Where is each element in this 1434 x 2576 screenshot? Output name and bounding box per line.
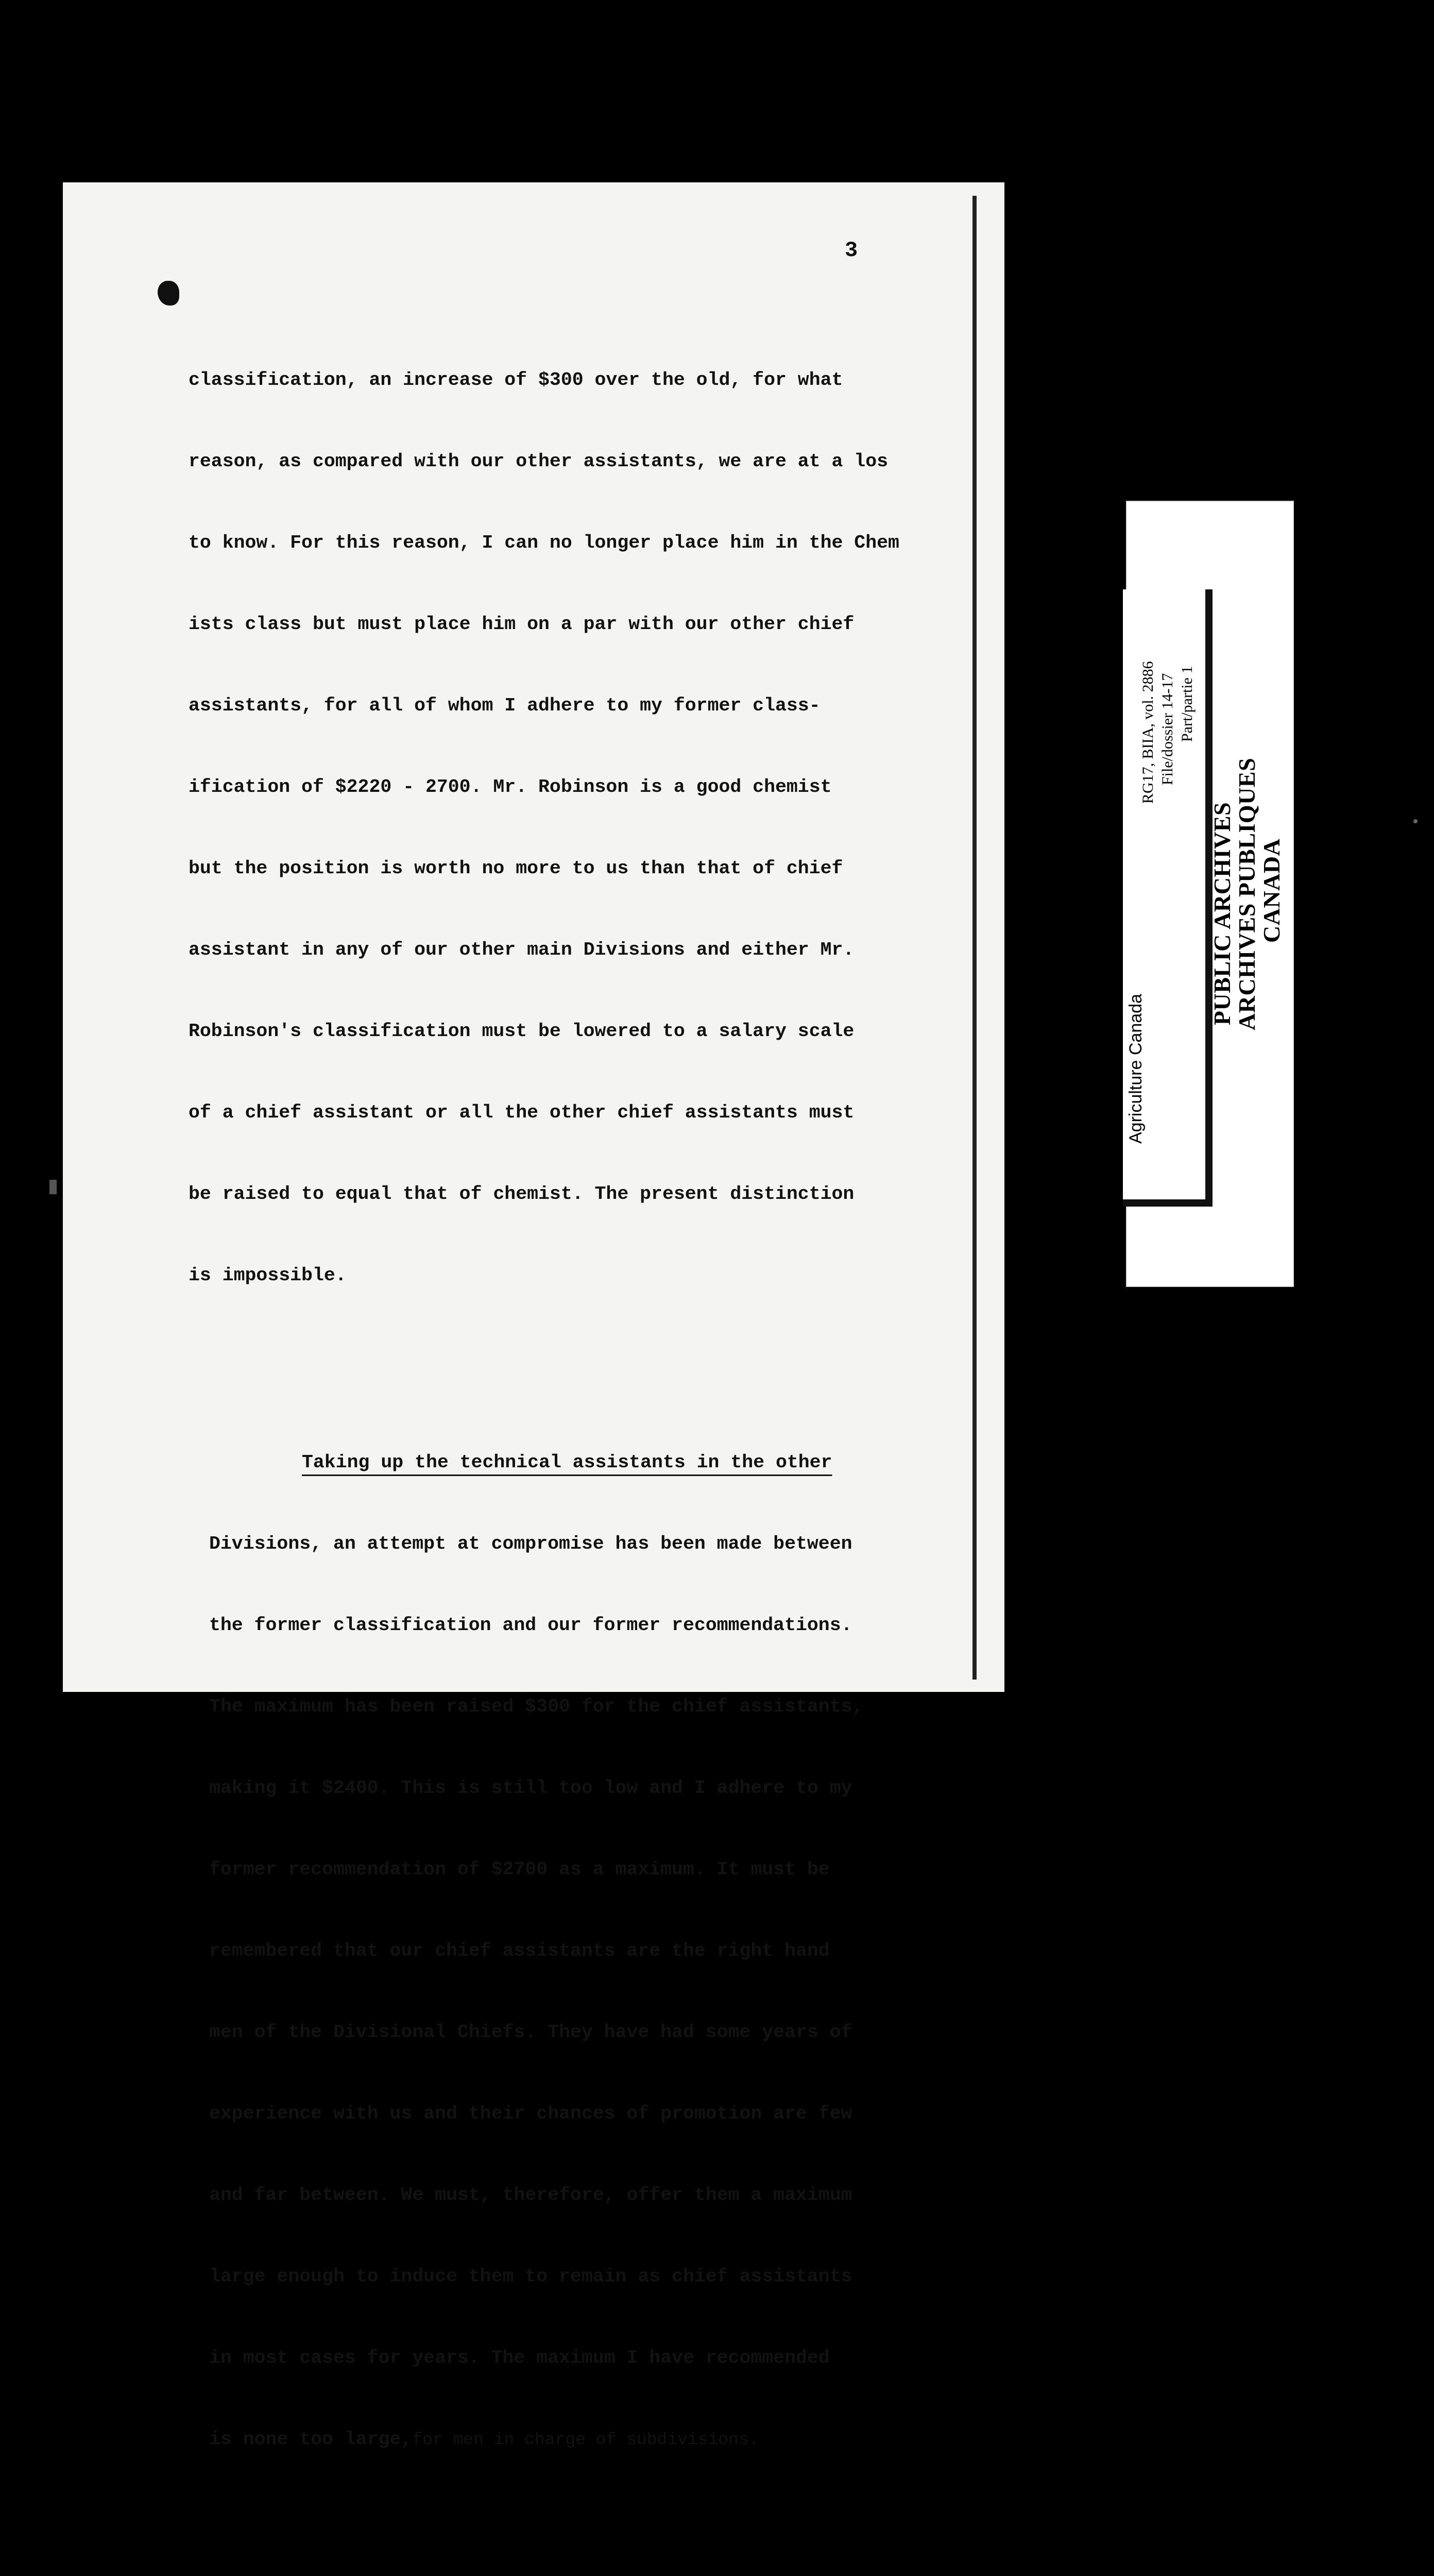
- text-line: ists class but must place him on a par with our other chief: [189, 614, 855, 635]
- text-line: former recommendation of $2700 as a maximum. It must be: [209, 1859, 830, 1880]
- typed-insertion: for men in charge of subdivisions.: [412, 2430, 759, 2449]
- department-name: Agriculture Canada: [1126, 993, 1146, 1144]
- text-line: the former classification and our former recommendations.: [209, 1615, 852, 1636]
- text-line: remembered that our chief assistants are the right hand: [209, 1940, 830, 1961]
- archive-stamp-line: ARCHIVES PUBLIQUES: [1234, 757, 1260, 1030]
- film-speck: [1413, 819, 1418, 823]
- page-mark: [49, 1180, 57, 1194]
- page-edge: [972, 196, 977, 1680]
- archive-stamp-line: PUBLIC ARCHIVES: [1209, 802, 1235, 1025]
- text-line: in most cases for years. The maximum I have recommended: [209, 2347, 830, 2368]
- paragraph-1: [189, 318, 971, 1337]
- text-line: but the position is worth no more to us than that of chief: [189, 858, 843, 879]
- ink-blot-mark: [158, 281, 179, 306]
- text-fragment: is none too large,: [209, 2429, 413, 2450]
- text-line: Divisions, an attempt at compromise has been made between: [209, 1533, 852, 1554]
- text-line: large enough to induce them to remain as chief assistants: [209, 2266, 852, 2287]
- text-line: and far between. We must, therefore, offer them a maximum: [209, 2184, 852, 2206]
- text-line: assistants, for all of whom I adhere to my former class-: [189, 695, 821, 716]
- paragraph-2: [209, 1401, 971, 2501]
- text-line: to know. For this reason, I can no longer place him in the Chem: [189, 532, 899, 553]
- text-line: of a chief assistant or all the other chief assistants must: [189, 1102, 855, 1123]
- text-line: be raised to equal that of chemist. The present distinction: [189, 1183, 855, 1205]
- archive-reference-line: File/dossier 14-17: [1159, 673, 1176, 785]
- text-line: The maximum has been raised $300 for the chief assistants,: [209, 1696, 864, 1717]
- archive-reference-line: RG17, BIIA, vol. 2886: [1139, 661, 1156, 804]
- archive-stamp-line: CANADA: [1258, 838, 1285, 943]
- page-number: 3: [845, 238, 858, 263]
- text-line: reason, as compared with our other assistants, we are at a los: [189, 451, 889, 472]
- text-line: making it $2400. This is still too low and I adhere to my: [209, 1777, 852, 1799]
- text-line: experience with us and their chances of promotion are few: [209, 2103, 852, 2124]
- archive-reference-line: Part/partie 1: [1179, 666, 1196, 742]
- text-line: ification of $2220 - 2700. Mr. Robinson is a good chemist: [189, 776, 832, 798]
- text-line: classification, an increase of $300 over the old, for what: [189, 369, 843, 391]
- text-line: men of the Divisional Chiefs. They have had some years of: [209, 2022, 852, 2043]
- text-line: assistant in any of our other main Divisions and either Mr.: [189, 939, 855, 960]
- text-line: Robinson's classification must be lowered to a salary scale: [189, 1021, 855, 1042]
- paragraph-3: [200, 2565, 971, 2576]
- document-body: [189, 276, 971, 2576]
- text-line: is impossible.: [189, 1265, 347, 1286]
- section-heading: Taking up the technical assistants in the other: [302, 1452, 832, 1473]
- text-line-with-insert: [209, 2420, 971, 2459]
